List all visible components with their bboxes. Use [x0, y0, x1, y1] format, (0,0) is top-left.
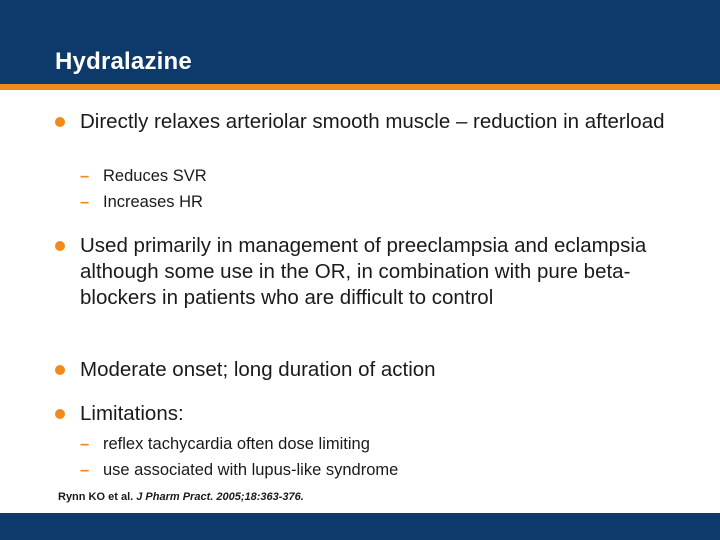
bullet-text: Moderate onset; long duration of action: [80, 358, 436, 381]
header-accent-rule: [0, 84, 720, 90]
bullet-dot-icon: [55, 241, 65, 251]
sub-bullet-4-1: [80, 434, 680, 454]
sub-bullet-text: Reduces SVR: [103, 167, 207, 185]
footer-bar: [0, 513, 720, 540]
dash-icon: –: [80, 461, 90, 479]
bullet-3: [55, 357, 685, 383]
sub-bullet-1-2: [80, 192, 680, 212]
bullet-dot-icon: [55, 117, 65, 127]
bullet-text: Limitations:: [80, 402, 184, 425]
bullet-1: [55, 109, 685, 135]
sub-bullet-text: Increases HR: [103, 193, 203, 211]
bullet-text: Used primarily in management of preeclampsia and eclampsia although some use in the OR, in combination with pure beta-blockers in patients who are difficult to control: [80, 234, 647, 309]
citation: [58, 491, 304, 503]
dash-icon: –: [80, 167, 90, 185]
sub-bullet-text: use associated with lupus-like syndrome: [103, 461, 399, 479]
dash-icon: –: [80, 435, 90, 453]
bullet-2: [55, 233, 685, 311]
bullet-4: [55, 401, 685, 427]
bullet-text: Directly relaxes arteriolar smooth muscle – reduction in afterload: [80, 110, 665, 133]
bullet-dot-icon: [55, 409, 65, 419]
slide-title: Hydralazine: [55, 48, 192, 75]
sub-bullet-4-2: [80, 460, 680, 480]
dash-icon: –: [80, 193, 90, 211]
sub-bullet-text: reflex tachycardia often dose limiting: [103, 435, 370, 453]
sub-bullet-1-1: [80, 166, 680, 186]
citation-authors: Rynn KO et al.: [58, 491, 134, 503]
citation-details: 2005;18:363-376.: [216, 491, 304, 503]
bullet-dot-icon: [55, 365, 65, 375]
citation-journal: J Pharm Pract.: [136, 491, 214, 503]
